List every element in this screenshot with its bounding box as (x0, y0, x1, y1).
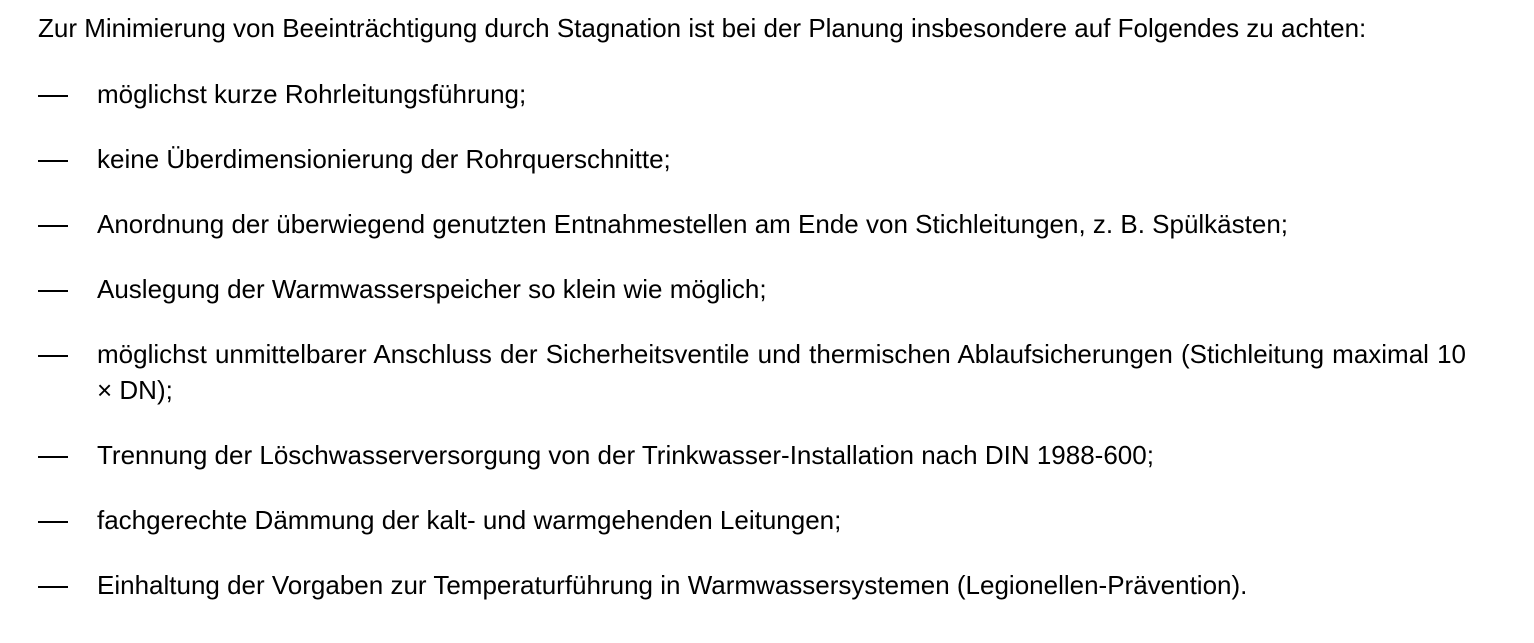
list-item (38, 141, 1466, 177)
list-item (38, 567, 1466, 603)
list-item-text: keine Überdimensionierung der Rohrquerschnitte; (97, 144, 671, 174)
list-item-text: Einhaltung der Vorgaben zur Temperaturführung in Warmwassersystemen (Legionellen-Prävention). (97, 570, 1248, 600)
list-item-text: Anordnung der überwiegend genutzten Entnahmestellen am Ende von Stichleitungen, z. B. Spülkästen; (97, 209, 1289, 239)
dash-bullet-icon (38, 271, 68, 307)
dash-bullet-icon (38, 437, 68, 473)
dash-bullet-icon (38, 336, 68, 372)
requirements-list (38, 76, 1466, 603)
list-item-text: möglichst unmittelbarer Anschluss der Sicherheitsventile und thermischen Ablaufsicherungen (Stichleitung maximal 10 × DN); (97, 339, 1466, 405)
dash-bullet-icon (38, 141, 68, 177)
list-item-text: Trennung der Löschwasserversorgung von der Trinkwasser-Installation nach DIN 1988-600; (97, 440, 1154, 470)
list-item (38, 336, 1466, 408)
dash-bullet-icon (38, 567, 68, 603)
dash-bullet-icon (38, 206, 68, 242)
list-item (38, 206, 1466, 242)
dash-bullet-icon (38, 76, 68, 112)
intro-paragraph: Zur Minimierung von Beeinträchtigung durch Stagnation ist bei der Planung insbesondere auf Folgendes zu achten: (38, 13, 1367, 43)
list-item (38, 76, 1466, 112)
list-item (38, 437, 1466, 473)
list-item-text: fachgerechte Dämmung der kalt- und warmgehenden Leitungen; (97, 505, 842, 535)
list-item (38, 271, 1466, 307)
dash-bullet-icon (38, 502, 68, 538)
document-page (38, 10, 1466, 603)
list-item (38, 502, 1466, 538)
list-item-text: Auslegung der Warmwasserspeicher so klein wie möglich; (97, 274, 767, 304)
list-item-text: möglichst kurze Rohrleitungsführung; (97, 79, 527, 109)
